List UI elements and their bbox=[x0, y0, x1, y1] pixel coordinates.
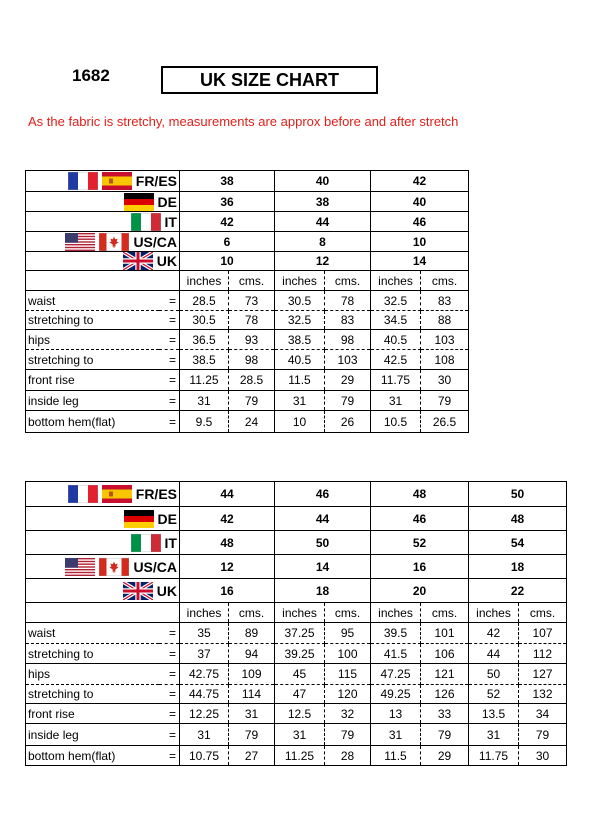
size-chart-table-2 bbox=[25, 481, 567, 766]
cms-value: 33 bbox=[421, 704, 469, 724]
size-value: 42 bbox=[180, 507, 275, 531]
cms-value: 120 bbox=[325, 685, 371, 704]
measurement-row bbox=[26, 391, 469, 411]
inches-value: 30.5 bbox=[180, 311, 229, 330]
size-system-label: FR/ES bbox=[135, 173, 177, 189]
germany-flag-icon bbox=[124, 193, 154, 211]
cms-value: 95 bbox=[325, 623, 371, 644]
inches-value: 31 bbox=[371, 391, 421, 411]
inches-value: 11.5 bbox=[275, 370, 325, 391]
canada-flag-icon bbox=[99, 558, 129, 576]
measurement-row bbox=[26, 291, 469, 311]
size-value: 10 bbox=[180, 252, 275, 271]
cms-value: 127 bbox=[519, 664, 567, 685]
size-row bbox=[26, 531, 567, 555]
cms-value: 79 bbox=[325, 724, 371, 746]
measurement-row bbox=[26, 330, 469, 350]
inches-value: 12.5 bbox=[275, 704, 325, 724]
flag-group bbox=[131, 534, 161, 552]
unit-header-blank bbox=[159, 603, 180, 623]
measurement-label: stretching to bbox=[26, 685, 159, 704]
inches-value: 13 bbox=[371, 704, 421, 724]
cms-value: 32 bbox=[325, 704, 371, 724]
uk-flag-icon bbox=[123, 252, 153, 270]
size-label-cell bbox=[26, 531, 180, 555]
inches-value: 35 bbox=[180, 623, 229, 644]
size-system-label: US/CA bbox=[133, 233, 177, 250]
measurement-row bbox=[26, 724, 567, 746]
cms-header: cms. bbox=[325, 271, 371, 291]
cms-value: 30 bbox=[421, 370, 469, 391]
cms-value: 78 bbox=[325, 291, 371, 311]
size-value: 8 bbox=[275, 232, 371, 252]
inches-value: 11.25 bbox=[275, 746, 325, 766]
inches-value: 31 bbox=[275, 391, 325, 411]
inches-value: 31 bbox=[469, 724, 519, 746]
page-title: UK SIZE CHART bbox=[161, 66, 378, 94]
equals-sign: = bbox=[159, 411, 180, 433]
size-value: 40 bbox=[275, 171, 371, 192]
inches-value: 50 bbox=[469, 664, 519, 685]
size-system-label: IT bbox=[164, 213, 177, 230]
cms-value: 107 bbox=[519, 623, 567, 644]
inches-value: 42.75 bbox=[180, 664, 229, 685]
size-value: 18 bbox=[469, 555, 567, 579]
size-value: 44 bbox=[275, 212, 371, 232]
flag-group bbox=[65, 558, 129, 576]
spain-flag-icon bbox=[102, 485, 132, 503]
cms-header: cms. bbox=[325, 603, 371, 623]
size-value: 18 bbox=[275, 579, 371, 603]
inches-value: 47.25 bbox=[371, 664, 421, 685]
inches-value: 40.5 bbox=[275, 350, 325, 370]
measurement-row bbox=[26, 311, 469, 330]
inches-value: 34.5 bbox=[371, 311, 421, 330]
size-row bbox=[26, 482, 567, 507]
size-system-label: DE bbox=[157, 510, 177, 527]
size-label-cell bbox=[26, 192, 180, 212]
inches-value: 10.75 bbox=[180, 746, 229, 766]
inches-value: 30.5 bbox=[275, 291, 325, 311]
flag-group bbox=[68, 172, 132, 190]
measurement-label: waist bbox=[26, 623, 159, 644]
measurement-label: stretching to bbox=[26, 350, 159, 370]
stretch-note: As the fabric is stretchy, measurements are approx before and after stretch bbox=[28, 114, 459, 129]
unit-header-blank bbox=[159, 271, 180, 291]
size-label-cell bbox=[26, 555, 180, 579]
measurement-row bbox=[26, 704, 567, 724]
cms-header: cms. bbox=[519, 603, 567, 623]
inches-value: 52 bbox=[469, 685, 519, 704]
france-flag-icon bbox=[68, 485, 98, 503]
size-value: 14 bbox=[275, 555, 371, 579]
size-value: 42 bbox=[371, 171, 469, 192]
cms-value: 34 bbox=[519, 704, 567, 724]
size-value: 44 bbox=[275, 507, 371, 531]
equals-sign: = bbox=[159, 623, 180, 644]
cms-value: 132 bbox=[519, 685, 567, 704]
inches-value: 38.5 bbox=[180, 350, 229, 370]
cms-header: cms. bbox=[421, 603, 469, 623]
cms-value: 27 bbox=[229, 746, 275, 766]
size-system-label: FR/ES bbox=[135, 486, 177, 502]
size-row bbox=[26, 555, 567, 579]
inches-value: 11.25 bbox=[180, 370, 229, 391]
inches-value: 39.25 bbox=[275, 644, 325, 664]
cms-value: 24 bbox=[229, 411, 275, 433]
inches-value: 41.5 bbox=[371, 644, 421, 664]
inches-value: 31 bbox=[371, 724, 421, 746]
equals-sign: = bbox=[159, 685, 180, 704]
usa-flag-icon bbox=[65, 233, 95, 251]
inches-value: 49.25 bbox=[371, 685, 421, 704]
size-row bbox=[26, 252, 469, 271]
cms-value: 106 bbox=[421, 644, 469, 664]
spain-flag-icon bbox=[102, 172, 132, 190]
inches-header: inches bbox=[275, 603, 325, 623]
cms-value: 112 bbox=[519, 644, 567, 664]
inches-header: inches bbox=[371, 603, 421, 623]
equals-sign: = bbox=[159, 391, 180, 411]
canada-flag-icon bbox=[99, 233, 129, 251]
size-row bbox=[26, 232, 469, 252]
inches-value: 31 bbox=[275, 724, 325, 746]
size-chart-table-1 bbox=[25, 170, 469, 433]
cms-value: 103 bbox=[421, 330, 469, 350]
size-value: 40 bbox=[371, 192, 469, 212]
cms-value: 100 bbox=[325, 644, 371, 664]
flag-group bbox=[65, 233, 129, 251]
size-value: 52 bbox=[371, 531, 469, 555]
size-value: 48 bbox=[469, 507, 567, 531]
cms-header: cms. bbox=[229, 603, 275, 623]
size-row bbox=[26, 192, 469, 212]
unit-header-row bbox=[26, 603, 567, 623]
inches-value: 11.75 bbox=[469, 746, 519, 766]
inches-value: 10 bbox=[275, 411, 325, 433]
inches-value: 42.5 bbox=[371, 350, 421, 370]
unit-header-blank bbox=[26, 271, 159, 291]
italy-flag-icon bbox=[131, 213, 161, 231]
inches-header: inches bbox=[180, 603, 229, 623]
measurement-label: bottom hem(flat) bbox=[26, 746, 159, 766]
size-label-cell bbox=[26, 232, 180, 252]
size-system-label: DE bbox=[157, 193, 177, 210]
inches-value: 44.75 bbox=[180, 685, 229, 704]
measurement-label: inside leg bbox=[26, 391, 159, 411]
cms-value: 28.5 bbox=[229, 370, 275, 391]
cms-value: 83 bbox=[421, 291, 469, 311]
size-value: 50 bbox=[469, 482, 567, 507]
cms-value: 83 bbox=[325, 311, 371, 330]
inches-value: 11.75 bbox=[371, 370, 421, 391]
product-code: 1682 bbox=[72, 66, 110, 85]
size-value: 6 bbox=[180, 232, 275, 252]
cms-value: 109 bbox=[229, 664, 275, 685]
unit-header-blank bbox=[26, 603, 159, 623]
italy-flag-icon bbox=[131, 534, 161, 552]
cms-value: 108 bbox=[421, 350, 469, 370]
inches-value: 13.5 bbox=[469, 704, 519, 724]
cms-value: 79 bbox=[421, 391, 469, 411]
size-value: 54 bbox=[469, 531, 567, 555]
cms-value: 29 bbox=[421, 746, 469, 766]
size-value: 12 bbox=[275, 252, 371, 271]
size-system-label: UK bbox=[156, 582, 177, 599]
inches-value: 42 bbox=[469, 623, 519, 644]
size-value: 48 bbox=[180, 531, 275, 555]
usa-flag-icon bbox=[65, 558, 95, 576]
measurement-row bbox=[26, 370, 469, 391]
cms-value: 93 bbox=[229, 330, 275, 350]
measurement-row bbox=[26, 746, 567, 766]
equals-sign: = bbox=[159, 370, 180, 391]
cms-value: 114 bbox=[229, 685, 275, 704]
equals-sign: = bbox=[159, 330, 180, 350]
measurement-row bbox=[26, 664, 567, 685]
measurement-label: front rise bbox=[26, 704, 159, 724]
size-row bbox=[26, 171, 469, 192]
inches-value: 47 bbox=[275, 685, 325, 704]
germany-flag-icon bbox=[124, 510, 154, 528]
size-value: 44 bbox=[180, 482, 275, 507]
cms-value: 28 bbox=[325, 746, 371, 766]
unit-header-row bbox=[26, 271, 469, 291]
inches-value: 32.5 bbox=[275, 311, 325, 330]
cms-value: 30 bbox=[519, 746, 567, 766]
flag-group bbox=[124, 510, 154, 528]
cms-value: 78 bbox=[229, 311, 275, 330]
measurement-label: waist bbox=[26, 291, 159, 311]
cms-value: 79 bbox=[229, 391, 275, 411]
equals-sign: = bbox=[159, 291, 180, 311]
size-value: 12 bbox=[180, 555, 275, 579]
inches-value: 44 bbox=[469, 644, 519, 664]
measurement-row bbox=[26, 685, 567, 704]
cms-value: 98 bbox=[229, 350, 275, 370]
measurement-label: bottom hem(flat) bbox=[26, 411, 159, 433]
cms-header: cms. bbox=[421, 271, 469, 291]
size-value: 48 bbox=[371, 482, 469, 507]
size-value: 16 bbox=[371, 555, 469, 579]
size-label-cell bbox=[26, 252, 180, 271]
cms-value: 115 bbox=[325, 664, 371, 685]
cms-value: 73 bbox=[229, 291, 275, 311]
measurement-label: hips bbox=[26, 664, 159, 685]
size-row bbox=[26, 212, 469, 232]
flag-group bbox=[123, 582, 153, 600]
size-value: 42 bbox=[180, 212, 275, 232]
cms-value: 121 bbox=[421, 664, 469, 685]
cms-value: 103 bbox=[325, 350, 371, 370]
equals-sign: = bbox=[159, 664, 180, 685]
size-value: 46 bbox=[371, 212, 469, 232]
equals-sign: = bbox=[159, 350, 180, 370]
inches-value: 32.5 bbox=[371, 291, 421, 311]
measurement-label: stretching to bbox=[26, 311, 159, 330]
inches-value: 38.5 bbox=[275, 330, 325, 350]
size-row bbox=[26, 507, 567, 531]
size-system-label: IT bbox=[164, 534, 177, 551]
flag-group bbox=[123, 252, 153, 270]
measurement-label: stretching to bbox=[26, 644, 159, 664]
inches-value: 9.5 bbox=[180, 411, 229, 433]
inches-value: 31 bbox=[180, 391, 229, 411]
inches-value: 31 bbox=[180, 724, 229, 746]
equals-sign: = bbox=[159, 724, 180, 746]
flag-group bbox=[124, 193, 154, 211]
inches-value: 40.5 bbox=[371, 330, 421, 350]
size-value: 20 bbox=[371, 579, 469, 603]
size-value: 22 bbox=[469, 579, 567, 603]
size-system-label: US/CA bbox=[133, 558, 177, 575]
inches-header: inches bbox=[275, 271, 325, 291]
cms-value: 79 bbox=[229, 724, 275, 746]
cms-value: 31 bbox=[229, 704, 275, 724]
measurement-row bbox=[26, 411, 469, 433]
equals-sign: = bbox=[159, 644, 180, 664]
inches-value: 37.25 bbox=[275, 623, 325, 644]
cms-value: 98 bbox=[325, 330, 371, 350]
cms-value: 26.5 bbox=[421, 411, 469, 433]
cms-value: 79 bbox=[519, 724, 567, 746]
size-value: 10 bbox=[371, 232, 469, 252]
size-value: 36 bbox=[180, 192, 275, 212]
size-value: 46 bbox=[275, 482, 371, 507]
measurement-row bbox=[26, 350, 469, 370]
size-value: 38 bbox=[275, 192, 371, 212]
inches-value: 45 bbox=[275, 664, 325, 685]
inches-value: 39.5 bbox=[371, 623, 421, 644]
cms-value: 89 bbox=[229, 623, 275, 644]
inches-value: 10.5 bbox=[371, 411, 421, 433]
inches-value: 37 bbox=[180, 644, 229, 664]
size-label-cell bbox=[26, 507, 180, 531]
cms-header: cms. bbox=[229, 271, 275, 291]
measurement-label: front rise bbox=[26, 370, 159, 391]
flag-group bbox=[131, 213, 161, 231]
france-flag-icon bbox=[68, 172, 98, 190]
measurement-row bbox=[26, 623, 567, 644]
inches-value: 28.5 bbox=[180, 291, 229, 311]
size-value: 14 bbox=[371, 252, 469, 271]
cms-value: 26 bbox=[325, 411, 371, 433]
inches-value: 12.25 bbox=[180, 704, 229, 724]
cms-value: 29 bbox=[325, 370, 371, 391]
measurement-label: inside leg bbox=[26, 724, 159, 746]
size-value: 38 bbox=[180, 171, 275, 192]
cms-value: 101 bbox=[421, 623, 469, 644]
equals-sign: = bbox=[159, 311, 180, 330]
size-value: 46 bbox=[371, 507, 469, 531]
size-label-cell bbox=[26, 212, 180, 232]
cms-value: 94 bbox=[229, 644, 275, 664]
uk-flag-icon bbox=[123, 582, 153, 600]
cms-value: 79 bbox=[325, 391, 371, 411]
inches-header: inches bbox=[180, 271, 229, 291]
equals-sign: = bbox=[159, 704, 180, 724]
size-row bbox=[26, 579, 567, 603]
size-label-cell bbox=[26, 579, 180, 603]
cms-value: 79 bbox=[421, 724, 469, 746]
inches-header: inches bbox=[371, 271, 421, 291]
cms-value: 126 bbox=[421, 685, 469, 704]
size-label-cell bbox=[26, 482, 180, 507]
size-label-cell bbox=[26, 171, 180, 192]
size-value: 16 bbox=[180, 579, 275, 603]
inches-value: 11.5 bbox=[371, 746, 421, 766]
cms-value: 88 bbox=[421, 311, 469, 330]
measurement-row bbox=[26, 644, 567, 664]
size-system-label: UK bbox=[156, 253, 177, 269]
size-value: 50 bbox=[275, 531, 371, 555]
inches-value: 36.5 bbox=[180, 330, 229, 350]
inches-header: inches bbox=[469, 603, 519, 623]
flag-group bbox=[68, 485, 132, 503]
equals-sign: = bbox=[159, 746, 180, 766]
measurement-label: hips bbox=[26, 330, 159, 350]
